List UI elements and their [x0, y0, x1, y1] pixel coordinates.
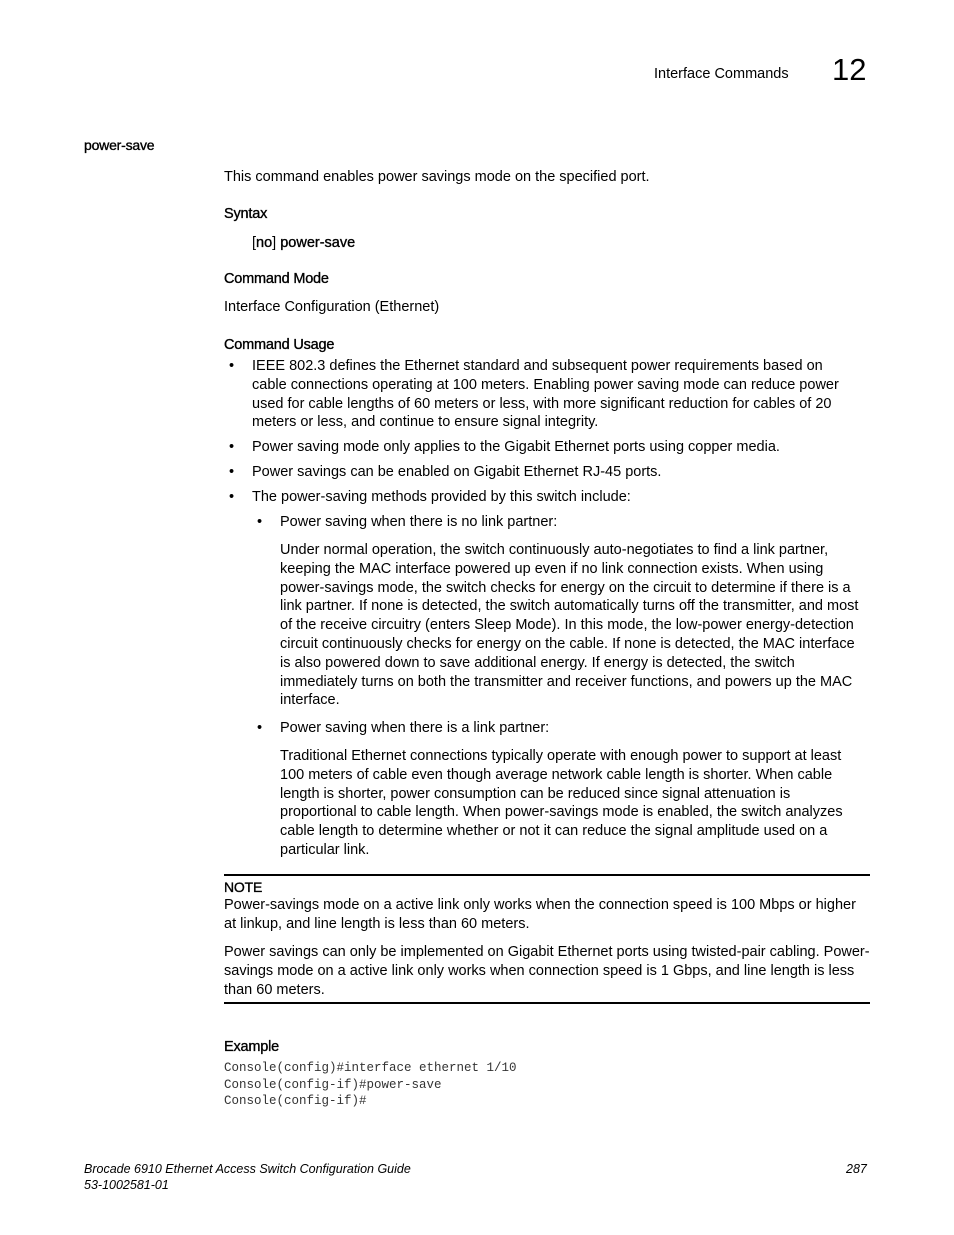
sub-bullet-2-text: Traditional Ethernet connections typically operate with enough power to support at least 100 meters of cable even though average network cable length is shorter. When cable length is shorter, power consumption can be reduced since signal attenuation is proportional to cable length. When power-savings mode is enabled, the switch analyzes cable length to determine whether or not it can reduce the signal amplitude used on a particular link. — [280, 748, 843, 858]
command-mode-value: Interface Configuration (Ethernet) — [224, 299, 440, 315]
note-bottom-rule — [224, 1002, 870, 1004]
bullet-icon: • — [229, 489, 235, 505]
bullet-icon: • — [229, 439, 235, 455]
sub-bullet-icon: • — [257, 720, 263, 736]
command-mode-heading: Command Mode — [224, 271, 329, 287]
note-paragraph-2: Power savings can only be implemented on Gigabit Ethernet ports using twisted-pair cabling. Power-savings mode on a active link only works when connection speed is 1 Gbps, and line length is less than 60 meters. — [224, 944, 870, 998]
sub-bullet-icon: • — [257, 514, 263, 530]
syntax-close-bracket: ] — [272, 235, 277, 251]
command-name: power-save — [84, 137, 155, 153]
example-code-line-1: Console(config)#interface ethernet 1/10 — [224, 1061, 517, 1075]
note-top-rule — [224, 874, 870, 876]
sub-bullet-1-text: Under normal operation, the switch continuously auto-negotiates to find a link partner, keeping the MAC interface powered up even if no link connection exists. When using power-savings mode, the switch checks for energy on the circuit to determine if there is a link partner. If none is detected, the switch automatically turns off the transmitter, and most of the receive circuitry (enters Sleep Mode). In this mode, the low-power energy-detection circuit continuously checks for energy on the cable. If none is detected, the MAC interface is also powered down to save additional energy. If energy is detected, the switch immediately turns on both the transmitter and receiver functions, and powers up the MAC interface. — [280, 542, 859, 709]
command-usage-heading: Command Usage — [224, 337, 335, 353]
usage-bullet-3: Power savings can be enabled on Gigabit Ethernet RJ-45 ports. — [252, 464, 662, 480]
bullet-icon: • — [229, 358, 235, 374]
syntax-no-keyword: no — [256, 235, 273, 251]
bullet-icon: • — [229, 464, 235, 480]
footer-page-number: 287 — [846, 1162, 867, 1176]
sub-bullet-2-title: Power saving when there is a link partner: — [280, 720, 550, 736]
usage-bullet-4: The power-saving methods provided by this switch include: — [252, 489, 631, 505]
example-code-line-3: Console(config-if)# — [224, 1094, 367, 1108]
footer-doc-title: Brocade 6910 Ethernet Access Switch Configuration Guide — [84, 1162, 411, 1176]
note-label: NOTE — [224, 879, 263, 895]
usage-bullet-1: IEEE 802.3 defines the Ethernet standard and subsequent power requirements based on cable connections operating at 100 meters. Enabling power saving mode can reduce power used for cable lengths of 60 meters or less, with more significant reduction for cables of 20 meters or less, and continue to ensure signal integrity. — [252, 358, 839, 431]
footer-doc-number: 53-1002581-01 — [84, 1178, 169, 1192]
syntax-command-keyword: power-save — [280, 235, 356, 251]
syntax-heading: Syntax — [224, 206, 268, 222]
usage-bullet-2: Power saving mode only applies to the Gigabit Ethernet ports using copper media. — [252, 439, 780, 455]
command-description: This command enables power savings mode on the specified port. — [224, 169, 650, 185]
sub-bullet-1-title: Power saving when there is no link partner: — [280, 514, 558, 530]
example-heading: Example — [224, 1039, 280, 1055]
syntax-open-bracket: [ — [252, 235, 257, 251]
example-code-line-2: Console(config-if)#power-save — [224, 1078, 442, 1092]
syntax-line — [252, 234, 355, 253]
note-paragraph-1: Power-savings mode on a active link only works when the connection speed is 100 Mbps or higher at linkup, and line length is less than 60 meters. — [224, 897, 856, 932]
chapter-number: 12 — [832, 52, 867, 87]
running-header-title: Interface Commands — [654, 66, 789, 82]
